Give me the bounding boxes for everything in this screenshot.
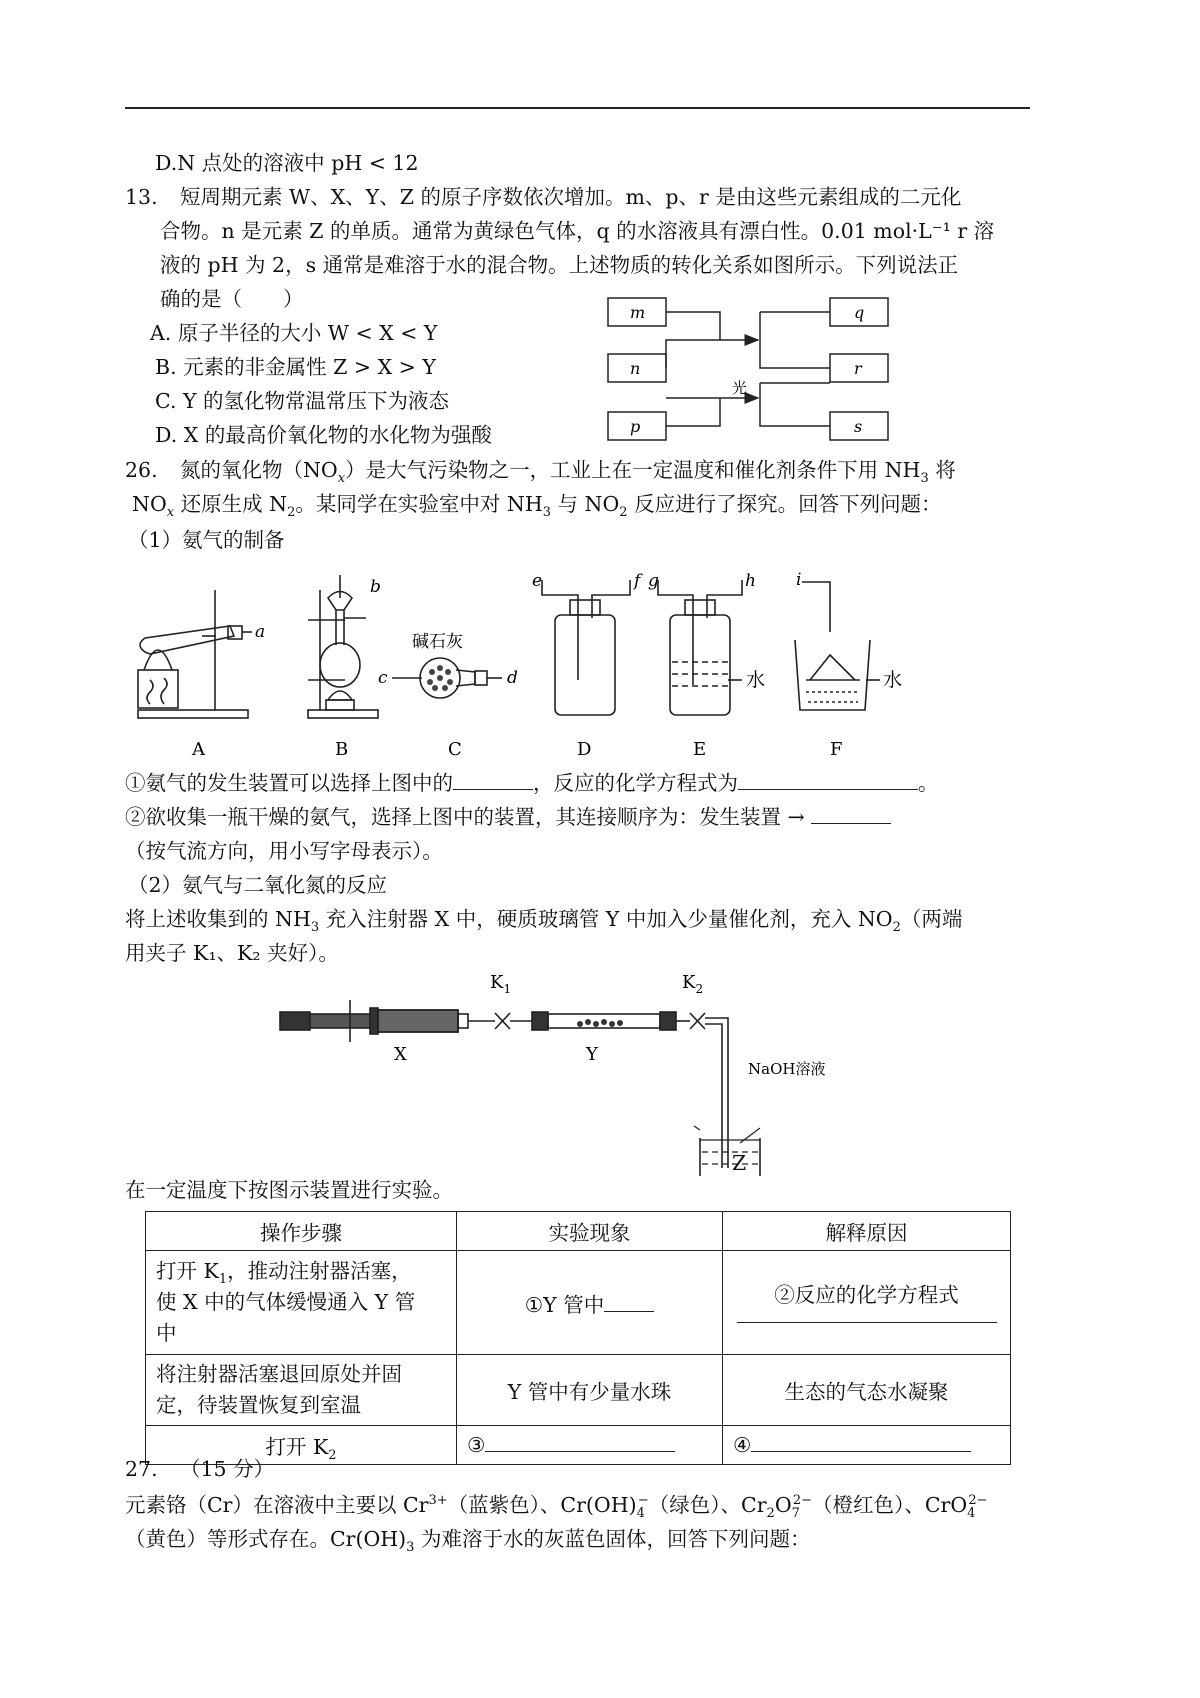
port-h: h: [745, 571, 756, 591]
q27-line1: 元素铬（Cr）在溶液中主要以 $Cr^{3+}$（蓝紫色）、$Cr(OH)_4^-$（绿色）、$Cr_2O_7^{2-}$（橙红色）、CrO$_4^{2-}$: [125, 1493, 988, 1522]
label-D: D: [577, 739, 592, 760]
table-r2-step: 将注射器活塞退回原处并固 定，待装置恢复到室温: [146, 1355, 457, 1426]
port-c: c: [378, 668, 388, 688]
q12-option-d: D.N 点处的溶液中 pH < 12: [155, 151, 419, 175]
label-E: E: [693, 739, 707, 760]
label-C: C: [448, 739, 462, 760]
port-a: a: [255, 622, 266, 642]
table-r1-reason: ②反应的化学方程式: [723, 1251, 1011, 1355]
q27-score: （15 分）: [180, 1457, 275, 1481]
table-r1-step: 打开 $K_1$，推动注射器活塞， 使 X 中的气体缓慢通入 Y 管 中: [146, 1251, 457, 1355]
q27-line2: （黄色）等形式存在。$Cr(OH)_3$ 为难溶于水的灰蓝色固体，回答下列问题：: [125, 1527, 811, 1556]
reaction-setup-figure: [270, 968, 900, 1176]
q26-part1-title: （1）氨气的制备: [128, 528, 285, 552]
q27-number: 27.: [125, 1457, 158, 1481]
experiment-table: [145, 1211, 1011, 1465]
table-r1-phenomenon: ①Y 管中: [457, 1251, 723, 1355]
q26-part2-title: （2）氨气与二氧化氮的反应: [128, 873, 388, 897]
table-r3-step: 打开 $K_2$: [146, 1426, 457, 1465]
table-r2-phenomenon: Y 管中有少量水珠: [457, 1355, 723, 1426]
water-label-f: 水: [883, 669, 903, 691]
naoh-solution-label: NaOH溶液: [748, 1060, 826, 1078]
q26-line1: 氮的氧化物$(NO_x)$是大气污染物之一，工业上在一定温度和催化剂条件下用 $NH_3$ 将: [180, 458, 956, 487]
q26-line2: $NO_x$ 还原生成 $N_2$。某同学在实验室中对 $NH_3$ 与 $NO_2$ 反应进行了探究。回答下列问题：: [132, 492, 942, 521]
header-rule: [125, 107, 1030, 109]
label-F: F: [830, 739, 843, 760]
table-header-reason: 解释原因: [723, 1212, 1011, 1251]
port-g: g: [648, 571, 659, 591]
label-A: A: [192, 739, 205, 760]
q13-option-c: C. Y 的氢化物常温常压下为液态: [155, 389, 450, 413]
table-r3-phenomenon: ③: [457, 1426, 723, 1465]
box-p: p: [630, 417, 641, 436]
water-label-e: 水: [746, 669, 766, 691]
port-e: e: [532, 571, 543, 591]
q13-line3: 液的 pH 为 2，s 通常是难溶于水的混合物。上述物质的转化关系如图所示。下列说法正: [160, 253, 959, 277]
box-m: m: [630, 303, 646, 322]
q13-line2: 合物。n 是元素 Z 的单质。通常为黄绿色气体，q 的水溶液具有漂白性。0.01 mol·L⁻¹ r 溶: [160, 219, 995, 243]
label-B: B: [335, 739, 349, 760]
before-table-text: 在一定温度下按图示装置进行实验。: [125, 1178, 453, 1202]
table-header-phenomenon: 实验现象: [457, 1212, 723, 1251]
port-b: b: [370, 577, 381, 597]
box-n: n: [630, 359, 641, 378]
q13-number: 13.: [125, 185, 158, 209]
table-r3-reason: ④: [723, 1426, 1011, 1465]
q26-q2: ②欲收集一瓶干燥的氨气，选择上图中的装置，其连接顺序为：发生装置 →: [125, 804, 891, 830]
port-f: f: [634, 571, 641, 591]
q13-line4: 确的是（ ）: [160, 287, 304, 311]
setup-label-Z: Z: [732, 1151, 747, 1175]
q26-number: 26.: [125, 458, 158, 482]
ammonia-apparatus-figure: [130, 570, 1000, 760]
q13-line1: 短周期元素 W、X、Y、Z 的原子序数依次增加。m、p、r 是由这些元素组成的二元化: [180, 185, 962, 209]
setup-label-X: X: [394, 1044, 407, 1065]
box-s: s: [854, 417, 863, 436]
soda-lime-label: 碱石灰: [412, 632, 463, 652]
q13-option-a: A. 原子半径的大小 W < X < Y: [150, 321, 438, 345]
setup-label-Y: Y: [586, 1044, 598, 1065]
port-i: i: [796, 570, 802, 590]
light-label: 光: [732, 379, 748, 397]
table-r2-reason: 生态的气态水凝聚: [723, 1355, 1011, 1426]
table-header-step: 操作步骤: [146, 1212, 457, 1251]
setup-label-K2: $K_2$: [682, 972, 704, 996]
setup-label-K1: $K_1$: [490, 972, 512, 996]
q26-p2-line1: 将上述收集到的 $NH_3$ 充入注射器 X 中，硬质玻璃管 Y 中加入少量催化剂，充入 $NO_2$（两端: [125, 907, 963, 936]
box-r: r: [854, 359, 862, 378]
q13-option-d: D. X 的最高价氧化物的水化物为强酸: [155, 423, 492, 447]
q13-option-b: B. 元素的非金属性 Z > X > Y: [155, 355, 436, 379]
q26-p2-line2: 用夹子 K₁、K₂ 夹好）。: [125, 941, 339, 965]
q26-q1: ①氨气的发生装置可以选择上图中的 ，反应的化学方程式为 。: [125, 771, 939, 795]
port-d: d: [507, 668, 518, 688]
box-q: q: [854, 303, 865, 322]
q26-q2-note: （按气流方向，用小写字母表示）。: [125, 839, 443, 863]
q13-transformation-diagram: [600, 295, 900, 450]
